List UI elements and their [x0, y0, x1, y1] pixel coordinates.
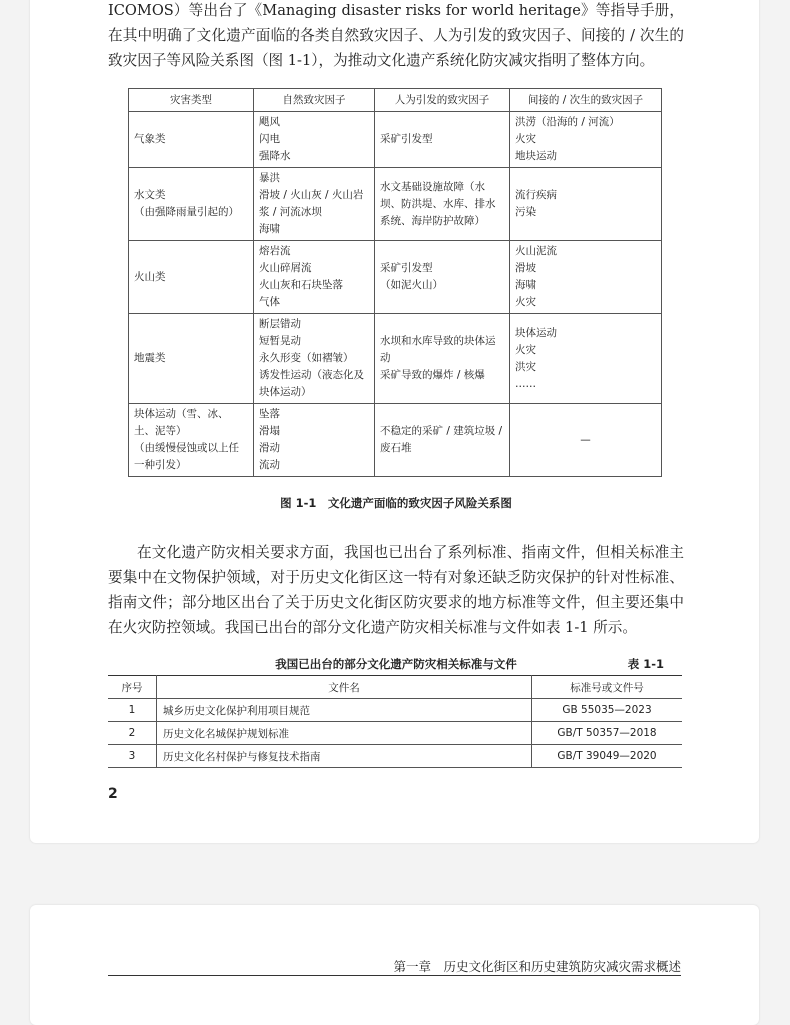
- table-cell: GB 55035—2023: [532, 699, 683, 722]
- figure-cell-line: 流行疾病: [515, 189, 557, 201]
- figure-cell-natural: [254, 404, 375, 477]
- figure-cell-human: [375, 112, 510, 168]
- figure-cell-line: 块体运动（雪、冰、土、泥等）: [134, 408, 229, 437]
- figure-header: 自然致灾因子: [254, 89, 375, 112]
- figure-cell-line: 火山碎屑流: [259, 262, 312, 274]
- figure-cell-line: 气象类: [134, 133, 166, 145]
- figure-cell-indirect: [510, 314, 662, 404]
- figure-cell-line: 地震类: [134, 352, 166, 364]
- figure-header: 人为引发的致灾因子: [375, 89, 510, 112]
- table-cell: 城乡历史文化保护利用项目规范: [157, 699, 532, 722]
- table-row: [108, 722, 682, 745]
- figure-cell-indirect: [510, 168, 662, 241]
- table-row: [108, 699, 682, 722]
- figure-cell-line: 洪灾: [515, 360, 536, 373]
- figure-cell-indirect: [510, 241, 662, 314]
- figure-caption: 图 1-1 文化遗产面临的致灾因子风险关系图: [280, 496, 512, 510]
- figure-cell-line: 暴洪: [259, 172, 280, 184]
- figure-cell-type: [129, 168, 254, 241]
- figure-cell-line: 块体运动: [515, 326, 557, 339]
- standards-table: [108, 675, 682, 768]
- header-rule: [108, 975, 681, 976]
- figure-cell-line: 滑塌: [259, 425, 280, 437]
- table-number: 表 1-1: [627, 657, 664, 671]
- figure-cell-line: 海啸: [515, 279, 536, 291]
- figure-cell-type: [129, 112, 254, 168]
- figure-cell-human: [375, 314, 510, 404]
- figure-cell-line: 飓风: [259, 116, 280, 128]
- figure-row: [129, 112, 662, 168]
- figure-cell-line: 火山泥流: [515, 245, 557, 257]
- figure-row: [129, 404, 662, 477]
- intro-paragraph: ICOMOS）等出台了《Managing disaster risks for world heritage》等指导手册，在其中明确了文化遗产面临的各类自然致灾因子、人为引发的致灾因子、间接的 / 次生的致灾因子等风险关系图（图 1-1），为推动文化遗产系统化防灾减灾指明了整体方向。: [108, 2, 684, 69]
- figure-cell-type: [129, 404, 254, 477]
- document-page-1: [30, 0, 759, 843]
- table-title: 我国已出台的部分文化遗产防灾相关标准与文件: [275, 657, 517, 671]
- figure-cell-indirect: [510, 112, 662, 168]
- figure-cell-line: 洪涝（沿海的 / 河流）: [515, 116, 620, 128]
- table-header-row: [108, 676, 682, 699]
- figure-cell-line: 短暂晃动: [259, 335, 301, 347]
- figure-cell-human: [375, 241, 510, 314]
- figure-cell-natural: [254, 314, 375, 404]
- page-number: 2: [108, 786, 118, 802]
- figure-cell-line: （由强降雨量引起的）: [134, 206, 239, 218]
- table-cell: 1: [108, 699, 157, 722]
- figure-cell-indirect: [510, 404, 662, 477]
- figure-cell-line: 滑坡: [515, 262, 536, 274]
- figure-cell-line: 水坝和水库导致的块体运动: [380, 335, 496, 364]
- figure-cell-line: 水文类: [134, 189, 166, 201]
- figure-cell-line: （如泥火山）: [380, 279, 443, 291]
- figure-header: 间接的 / 次生的致灾因子: [510, 89, 662, 112]
- figure-cell-line: 滑动: [259, 442, 280, 454]
- figure-cell-line: 采矿导致的爆炸 / 核爆: [380, 369, 485, 381]
- hazard-relationship-figure: [128, 88, 662, 477]
- table-cell: GB/T 50357—2018: [532, 722, 683, 745]
- standards-paragraph: 在文化遗产防灾相关要求方面，我国也已出台了系列标准、指南文件，但相关标准主要集中在文物保护领域，对于历史文化街区这一特有对象还缺乏防灾保护的针对性标准、指南文件；部分地区出台了关于历史文化街区防灾要求的地方标准等文件，但主要还集中在火灾防控领域。我国已出台的部分文化遗产防灾相关标准与文件如表 1-1 所示。: [108, 544, 684, 636]
- table-cell: 3: [108, 745, 157, 768]
- table-cell: 历史文化名村保护与修复技术指南: [157, 745, 532, 768]
- figure-cell-line: 污染: [515, 206, 536, 218]
- figure-cell-line: 水文基础设施故障（水坝、防洪堤、水库、排水系统、海岸防护故障）: [380, 180, 496, 227]
- figure-cell-line: 海啸: [259, 223, 280, 235]
- table-header: 文件名: [157, 676, 532, 699]
- document-page-2: [30, 905, 759, 1025]
- figure-cell-line: 采矿引发型: [380, 133, 433, 145]
- figure-cell-line: 采矿引发型: [380, 262, 433, 274]
- figure-cell-line: 强降水: [259, 150, 291, 162]
- figure-header: 灾害类型: [129, 89, 254, 112]
- figure-cell-line: 永久形变（如褶皱）: [259, 352, 354, 364]
- figure-cell-line: 诱发性运动（液态化及块体运动）: [259, 369, 364, 398]
- running-head: 第一章 历史文化街区和历史建筑防灾减灾需求概述: [393, 959, 681, 974]
- figure-body: [129, 112, 662, 477]
- table-cell: GB/T 39049—2020: [532, 745, 683, 768]
- figure-cell-line: 坠落: [259, 408, 280, 420]
- figure-cell-line: （由缓慢侵蚀或以上任一种引发）: [134, 442, 239, 471]
- figure-row: [129, 168, 662, 241]
- figure-cell-type: [129, 314, 254, 404]
- figure-cell-natural: [254, 168, 375, 241]
- figure-cell-line: 断层错动: [259, 318, 301, 330]
- figure-cell-line: 熔岩流: [259, 245, 291, 257]
- figure-cell-type: [129, 241, 254, 314]
- table-header: 标准号或文件号: [532, 676, 683, 699]
- figure-cell-line: 滑坡 / 火山灰 / 火山岩浆 / 河流冰坝: [259, 189, 364, 218]
- figure-header-row: [129, 89, 662, 112]
- figure-row: [129, 241, 662, 314]
- figure-cell-line: 流动: [259, 459, 280, 471]
- table-header: 序号: [108, 676, 157, 699]
- figure-cell-line: 地块运动: [515, 150, 557, 162]
- figure-cell-human: [375, 404, 510, 477]
- figure-cell-line: ……: [515, 377, 536, 390]
- figure-cell-line: 气体: [259, 296, 280, 308]
- figure-cell-line: 火灾: [515, 133, 536, 145]
- figure-cell-natural: [254, 241, 375, 314]
- table-cell: 历史文化名城保护规划标准: [157, 722, 532, 745]
- figure-cell-line: 火山类: [134, 270, 166, 283]
- table-cell: 2: [108, 722, 157, 745]
- figure-cell-line: 火灾: [515, 296, 536, 308]
- figure-cell-line: —: [580, 433, 591, 446]
- table-row: [108, 745, 682, 768]
- figure-cell-line: 火山灰和石块坠落: [259, 279, 343, 291]
- figure-row: [129, 314, 662, 404]
- figure-cell-human: [375, 168, 510, 241]
- figure-cell-natural: [254, 112, 375, 168]
- figure-cell-line: 火灾: [515, 343, 536, 356]
- figure-cell-line: 闪电: [259, 133, 280, 145]
- figure-cell-line: 不稳定的采矿 / 建筑垃圾 / 废石堆: [380, 425, 503, 454]
